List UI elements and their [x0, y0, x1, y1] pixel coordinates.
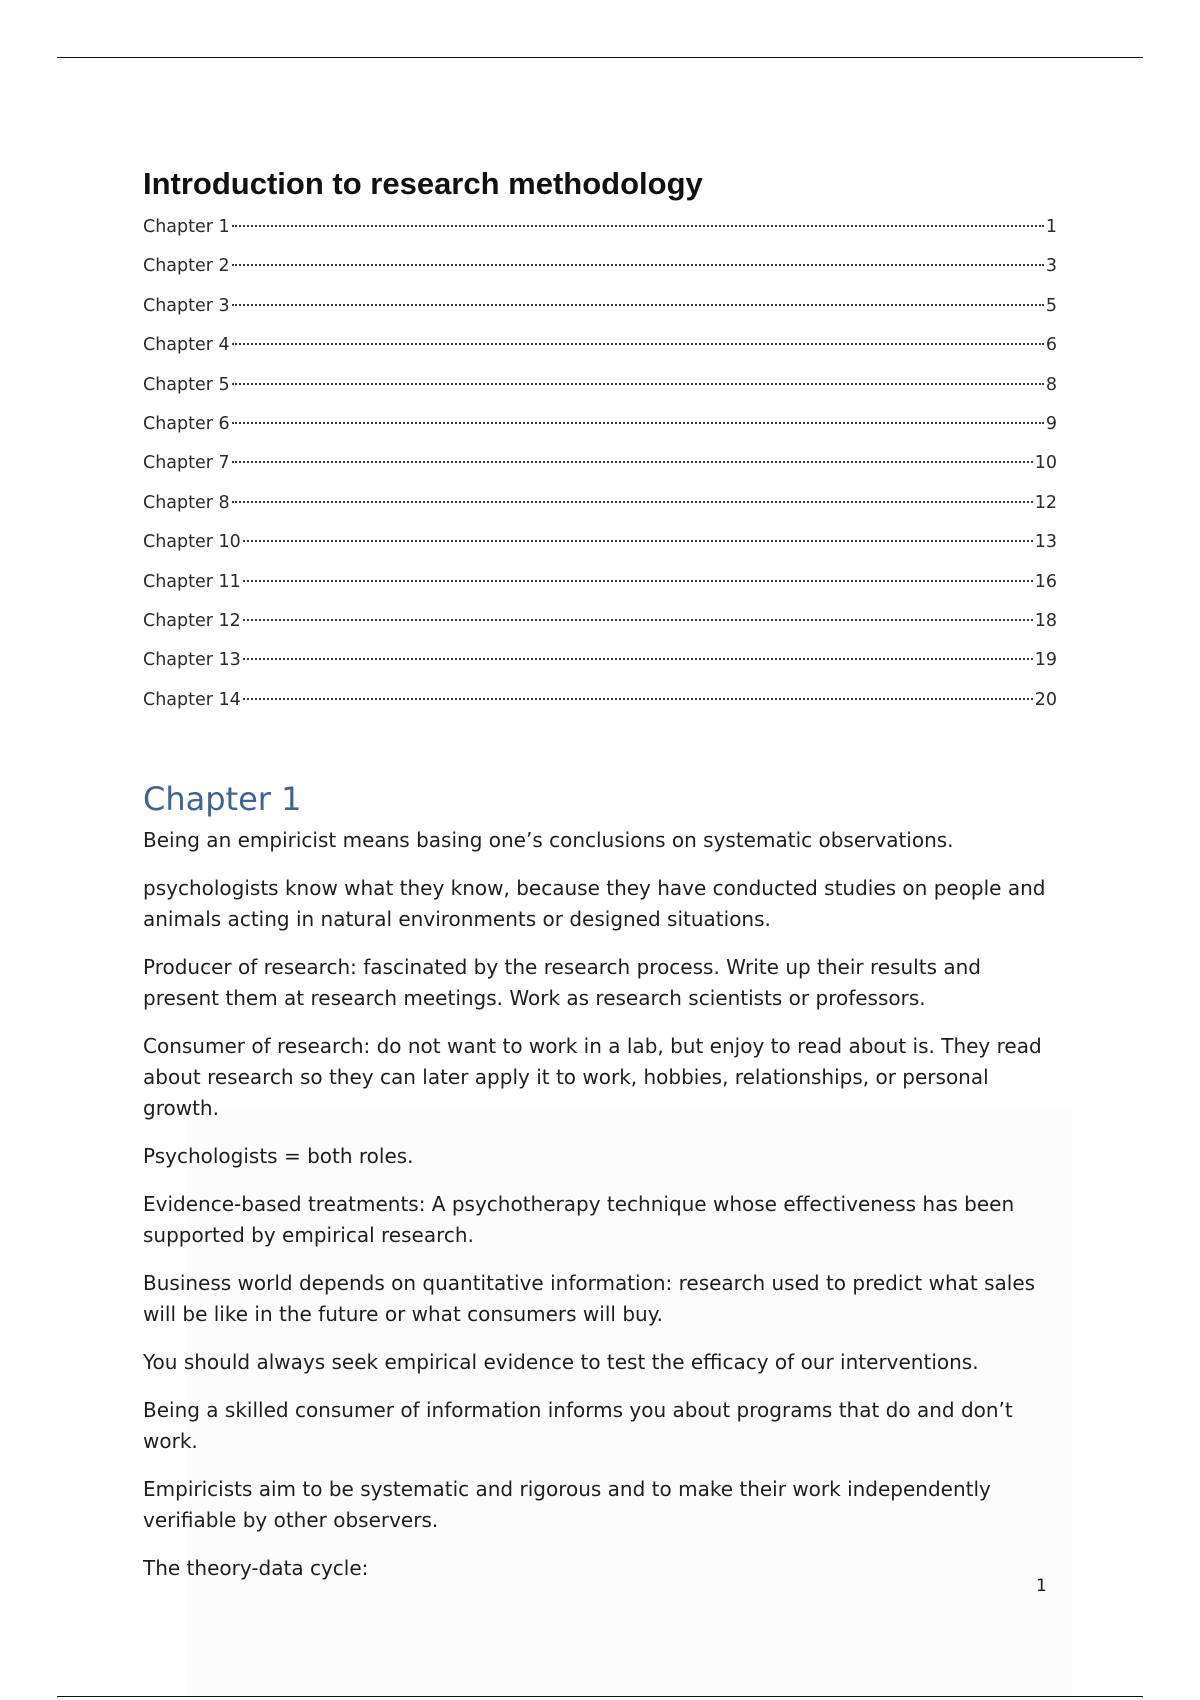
- toc-entry[interactable]: [143, 523, 1057, 562]
- toc-dot-leader: [232, 343, 1044, 345]
- toc-entry-page: 13: [1034, 532, 1057, 553]
- toc-entry-label: Chapter 11: [143, 571, 241, 592]
- toc-dot-leader: [232, 461, 1033, 463]
- section-heading: Chapter 1: [143, 780, 302, 818]
- toc-dot-leader: [232, 383, 1044, 385]
- toc-dot-leader: [232, 501, 1033, 503]
- body-paragraph: You should always seek empirical evidence to test the efficacy of our interventions.: [143, 1350, 979, 1374]
- toc-entry-page: 20: [1034, 689, 1057, 710]
- toc-entry-page: 1: [1045, 217, 1057, 237]
- header-rule: [57, 57, 1143, 58]
- body-paragraph: Business world depends on quantitative information: research used to predict what sales will be like in the future or what consumers will buy.: [143, 1271, 1036, 1326]
- toc-entry-label: Chapter 8: [143, 492, 230, 513]
- footer-rule: [57, 1696, 1143, 1697]
- toc-entry[interactable]: [143, 681, 1057, 720]
- toc-dot-leader: [243, 698, 1033, 700]
- toc-entry-page: 18: [1034, 610, 1057, 631]
- toc-entry[interactable]: [143, 326, 1057, 365]
- toc-entry-label: Chapter 5: [143, 374, 230, 395]
- toc-entry[interactable]: [143, 366, 1057, 405]
- toc-entry-label: Chapter 12: [143, 610, 241, 631]
- body-paragraph: Consumer of research: do not want to work in a lab, but enjoy to read about is. They read about research so they can later apply it to work, hobbies, relationships, or personal growth.: [143, 1034, 1042, 1120]
- toc-entry[interactable]: [143, 287, 1057, 326]
- toc-entry[interactable]: [143, 208, 1057, 247]
- toc-entry-label: Chapter 2: [143, 256, 230, 277]
- toc-entry-label: Chapter 14: [143, 689, 241, 710]
- toc-entry-page: 8: [1045, 374, 1057, 395]
- toc-entry-page: 12: [1034, 492, 1057, 513]
- toc-entry-label: Chapter 10: [143, 532, 241, 553]
- toc-entry-page: 5: [1045, 295, 1057, 316]
- toc-entry-label: Chapter 1: [143, 217, 230, 237]
- toc-entry-label: Chapter 7: [143, 453, 230, 474]
- toc-entry[interactable]: [143, 247, 1057, 286]
- toc-entry-page: 3: [1045, 256, 1057, 277]
- toc-dot-leader: [232, 304, 1044, 306]
- toc-entry-label: Chapter 4: [143, 335, 230, 356]
- toc-entry-page: 6: [1045, 335, 1057, 356]
- body-paragraph: Being an empiricist means basing one’s conclusions on systematic observations.: [143, 828, 954, 852]
- body-paragraph: Psychologists = both roles.: [143, 1144, 414, 1168]
- document-page: [143, 160, 1057, 1580]
- table-of-contents: [143, 208, 1057, 720]
- toc-entry[interactable]: [143, 563, 1057, 602]
- page-number: 1: [1036, 1576, 1047, 1596]
- toc-dot-leader: [243, 540, 1033, 542]
- body-paragraph: The theory-data cycle:: [143, 1556, 369, 1580]
- body-paragraph: Empiricists aim to be systematic and rigorous and to make their work independently verifiable by other observers.: [143, 1477, 991, 1532]
- toc-entry[interactable]: [143, 484, 1057, 523]
- body-paragraph: Being a skilled consumer of information informs you about programs that do and don’t work.: [143, 1398, 1013, 1453]
- body-paragraph: Producer of research: fascinated by the research process. Write up their results and present them at research meetings. Work as research scientists or professors.: [143, 955, 981, 1010]
- body-paragraph: psychologists know what they know, because they have conducted studies on people and animals acting in natural environments or designed situations.: [143, 876, 1046, 931]
- toc-entry[interactable]: [143, 405, 1057, 444]
- toc-entry-page: 9: [1045, 413, 1057, 434]
- toc-entry-label: Chapter 6: [143, 413, 230, 434]
- toc-dot-leader: [243, 658, 1033, 660]
- toc-entry[interactable]: [143, 602, 1057, 641]
- toc-entry-page: 10: [1034, 453, 1057, 474]
- toc-entry-label: Chapter 3: [143, 295, 230, 316]
- toc-entry-label: Chapter 13: [143, 650, 241, 671]
- toc-dot-leader: [232, 264, 1044, 266]
- section-body: [143, 825, 1057, 1601]
- toc-entry-page: 19: [1034, 650, 1057, 671]
- body-paragraph: Evidence-based treatments: A psychotherapy technique whose effectiveness has been supported by empirical research.: [143, 1192, 1015, 1247]
- toc-entry[interactable]: [143, 641, 1057, 680]
- toc-dot-leader: [232, 422, 1044, 424]
- toc-entry[interactable]: [143, 444, 1057, 483]
- document-title: Introduction to research methodology: [143, 166, 703, 201]
- toc-dot-leader: [243, 580, 1033, 582]
- toc-dot-leader: [243, 619, 1033, 621]
- toc-entry-page: 16: [1034, 571, 1057, 592]
- toc-dot-leader: [232, 225, 1044, 227]
